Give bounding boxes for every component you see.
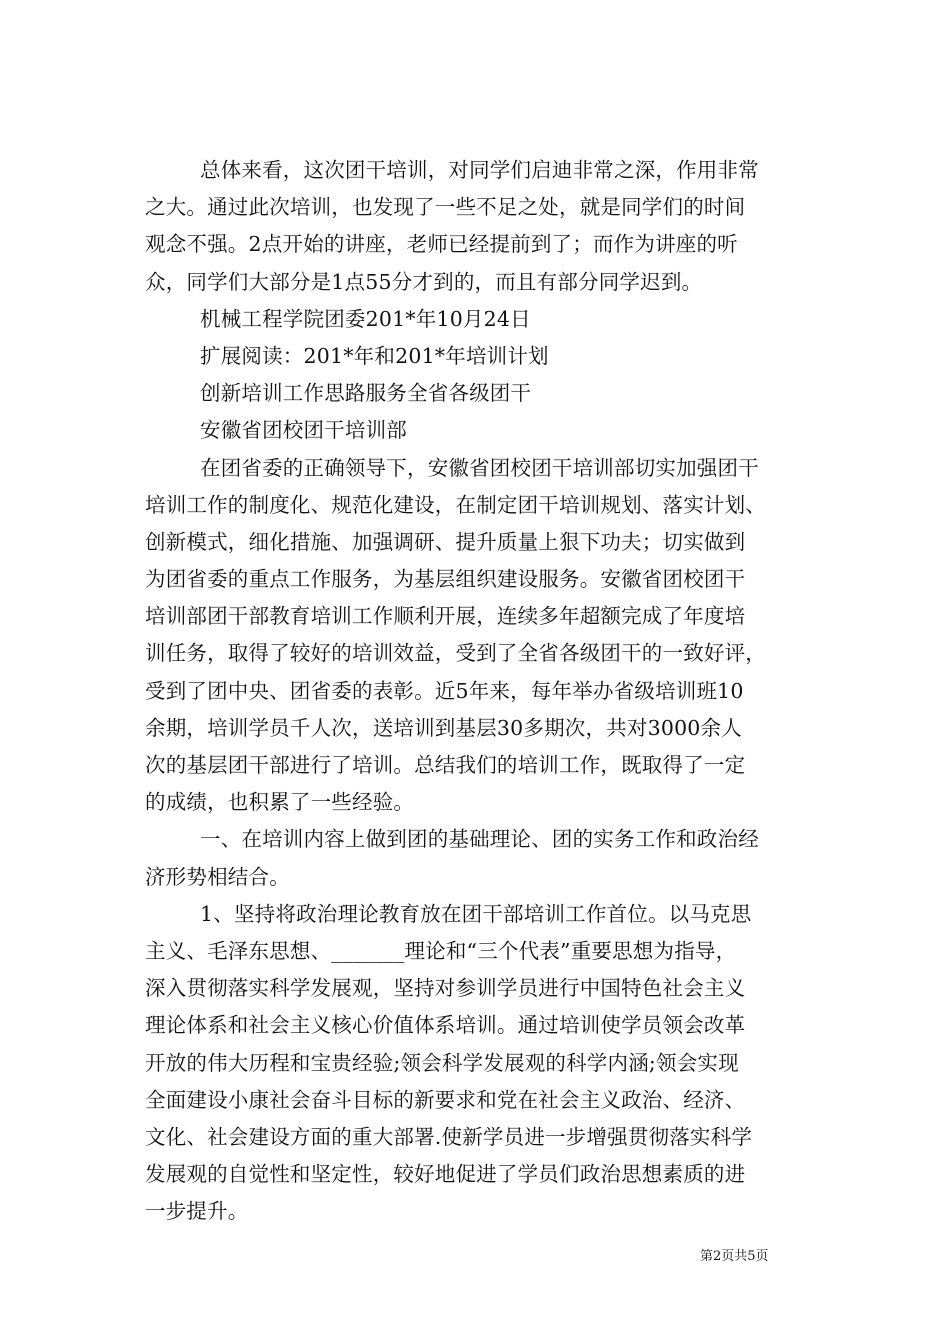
document-body (145, 152, 809, 1230)
text-line: 观念不强。2点开始的讲座，老师已经提前到了；而作为讲座的听 (145, 232, 738, 257)
text-line: 主义、毛泽东思想、_______理论和“三个代表”重要思想为指导， (145, 938, 737, 963)
text-line: 1、坚持将政治理论教育放在团干部培训工作首位。以马克思 (200, 901, 752, 926)
text-line: 总体来看，这次团干培训，对同学们启迪非常之深，作用非常 (200, 158, 759, 182)
text-line: 发展观的自觉性和坚定性，较好地促进了学员们政治思想素质的进 (145, 1162, 746, 1187)
page-number: 第2页共5页 (700, 1249, 769, 1264)
text-line: 扩展阅读：201*年和201*年培训计划 (200, 343, 549, 368)
text-line: 的成绩，也积累了一些经验。 (145, 790, 415, 815)
text-line: 训任务，取得了较好的培训效益，受到了全省各级团干的一致好评， (145, 641, 766, 666)
text-line: 之大。通过此次培训，也发现了一些不足之处，就是同学们的时间 (145, 195, 746, 220)
text-line: 次的基层团干部进行了培训。总结我们的培训工作，既取得了一定 (145, 753, 746, 777)
text-line: 一、在培训内容上做到团的基础理论、团的实务工作和政治经 (200, 827, 759, 852)
text-line: 培训工作的制度化、规范化建设，在制定团干培训规划、落实计划、 (145, 492, 766, 517)
text-line: 理论体系和社会主义核心价值体系培训。通过培训使学员领会改革 (145, 1013, 746, 1038)
text-line: 安徽省团校团干培训部 (200, 418, 407, 443)
text-line: 余期，培训学员千人次，送培训到基层30多期次，共对3000余人 (145, 715, 742, 740)
text-line: 受到了团中央、团省委的表彰。近5年来，每年举办省级培训班10 (145, 678, 744, 703)
text-line: 机械工程学院团委201*年10月24日 (200, 306, 531, 331)
text-line: 创新培训工作思路服务全省各级团干 (200, 381, 532, 406)
text-line: 全面建设小康社会奋斗目标的新要求和党在社会主义政治、经济、 (145, 1087, 746, 1112)
text-line: 培训部团干部教育培训工作顺利开展，连续多年超额完成了年度培 (145, 604, 746, 629)
text-line: 在团省委的正确领导下，安徽省团校团干培训部切实加强团干 (200, 455, 759, 480)
text-line: 创新模式，细化措施、加强调研、提升质量上狠下功夫；切实做到 (145, 529, 746, 554)
text-line: 为团省委的重点工作服务，为基层组织建设服务。安徽省团校团干 (145, 567, 746, 592)
text-line: 济形势相结合。 (145, 864, 290, 889)
text-line: 一步提升。 (145, 1199, 249, 1224)
text-line: 文化、社会建设方面的重大部署.使新学员进一步增强贯彻落实科学 (145, 1124, 753, 1149)
text-line: 开放的伟大历程和宝贵经验;领会科学发展观的科学内涵;领会实现 (145, 1050, 739, 1075)
text-line: 众，同学们大部分是1点55分才到的，而且有部分同学迟到。 (145, 269, 703, 294)
text-line: 深入贯彻落实科学发展观，坚持对参训学员进行中国特色社会主义 (145, 976, 746, 1001)
